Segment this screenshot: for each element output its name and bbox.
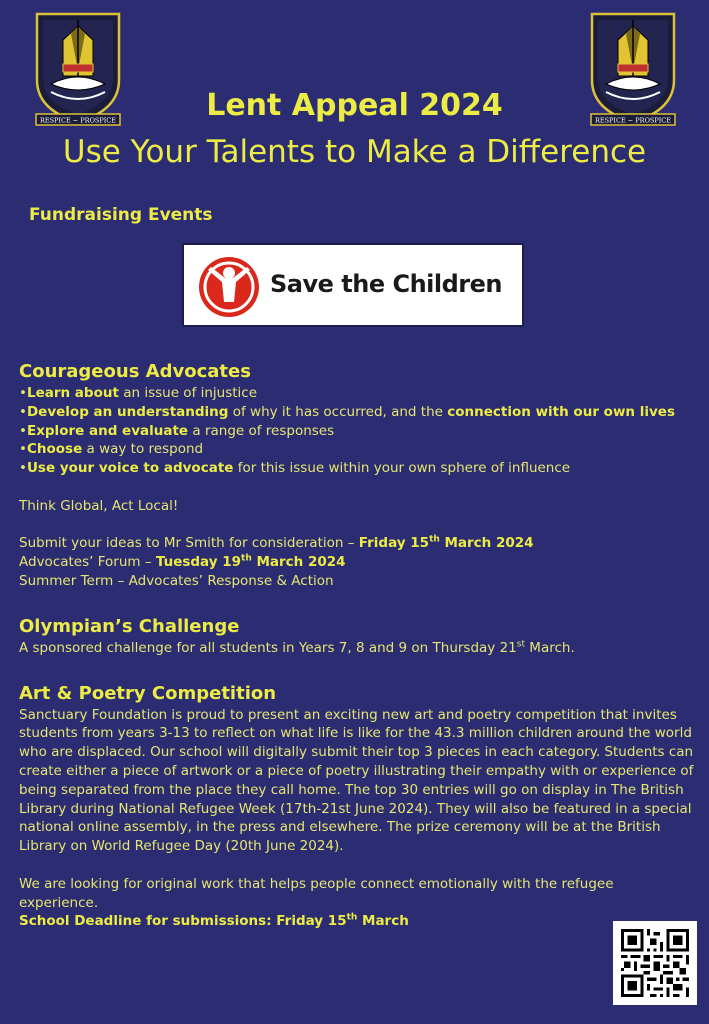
olympian-text: A sponsored challenge for all students in Years 7, 8 and 9 on Thursday 21st March. (19, 639, 575, 656)
save-the-children-text: Save the Children (270, 270, 502, 298)
summer-term-line: Summer Term – Advocates’ Response & Action (19, 572, 334, 589)
qr-code[interactable] (613, 921, 697, 1005)
qr-code-icon (621, 929, 689, 997)
list-item: •Choose a way to respond (19, 441, 204, 458)
olympian-challenge-heading: Olympian’s Challenge (19, 615, 240, 637)
fundraising-heading: Fundraising Events (29, 205, 213, 225)
svg-text:RESPICE ~ PROSPICE: RESPICE ~ PROSPICE (594, 116, 672, 125)
save-the-children-emblem-icon (198, 256, 260, 318)
page-subtitle: Use Your Talents to Make a Difference (62, 134, 647, 170)
list-item: •Develop an understanding of why it has occurred, and the connection with our own lives (19, 403, 675, 420)
page-title: Lent Appeal 2024 (206, 88, 503, 123)
list-item: •Use your voice to advocate for this issue within your own sphere of influence (19, 460, 571, 477)
deadline-text: School Deadline for submissions: Friday 15th March (19, 912, 409, 930)
courageous-advocates-heading: Courageous Advocates (19, 361, 251, 382)
art-poetry-body: Sanctuary Foundation is proud to present an exciting new art and poetry competition that invites students from years 3-13 to reflect on what life is like for the 43.3 million children around the world who are displaced. Our school will digitally submit their top 3 pieces in each category. Students can create either a piece of artwork or a piece of poetry illustrating their empathy with or experience of being separated from the place they call home. The top 30 entries will go on display in The British Library during National Refugee Week (17th-21st June 2024). They will also be featured in a special national online assembly, in the press and elsewhere. The prize ceremony will be at the British Library on World Refugee Day (20th June 2024). (19, 706, 694, 855)
svg-text:RESPICE ~ PROSPICE: RESPICE ~ PROSPICE (39, 116, 117, 125)
art-poetry-heading: Art & Poetry Competition (19, 682, 277, 704)
submit-ideas-line: Submit your ideas to Mr Smith for consideration – Friday 15th March 2024 (19, 534, 534, 552)
main-content (19, 360, 699, 931)
looking-for-text: We are looking for original work that helps people connect emotionally with the refugee experience. (19, 875, 614, 911)
courageous-bullets (19, 384, 699, 478)
save-the-children-logo (182, 243, 524, 327)
list-item: •Learn about an issue of injustice (19, 385, 258, 401)
list-item: •Explore and evaluate a range of responses (19, 422, 335, 439)
slogan: Think Global, Act Local! (19, 497, 179, 514)
forum-line: Advocates’ Forum – Tuesday 19th March 2024 (19, 553, 346, 571)
